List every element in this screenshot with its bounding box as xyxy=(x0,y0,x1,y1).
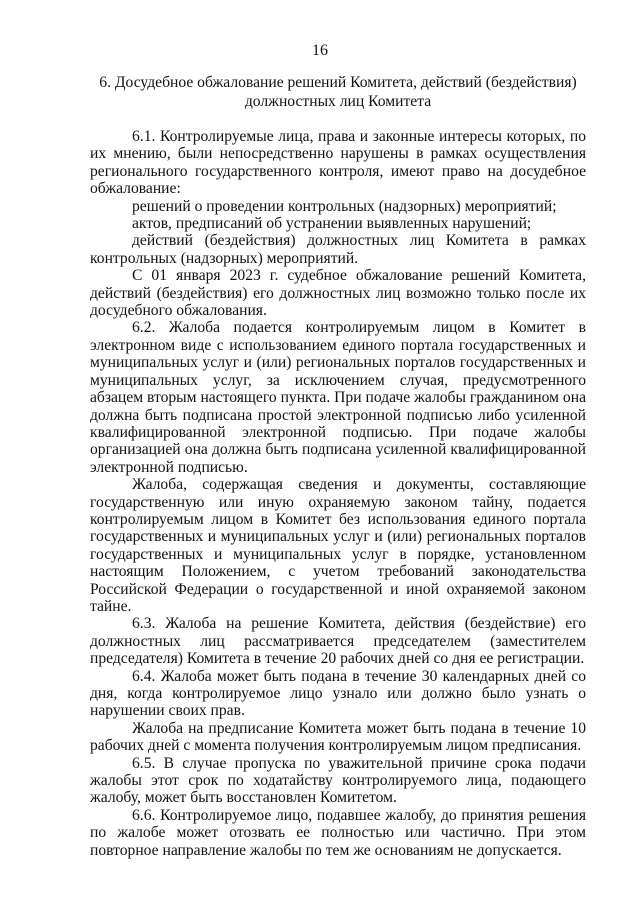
paragraph-6-2: 6.2. Жалоба подается контролируемым лицом в Комитет в электронном виде с использованием единого портала государственных и муниципальных услуг и (или) региональных порталов государственных и муниципальных услуг, за исключением случая, предусмотренного абзацем вторым настоящего пункта. При подаче жалобы гражданином она должна быть подписана простой электронной подписью либо усиленной квалифицированной электронной подписью. При подаче жалобы организацией она должна быть подписана усиленной квалифицированной электронной подписью. xyxy=(90,319,586,476)
paragraph-6-6: 6.6. Контролируемое лицо, подавшее жалобу, до принятия решения по жалобе может отозвать ее полностью или частично. При этом повторное направление жалобы по тем же основаниям не допускается. xyxy=(90,806,586,859)
section-body xyxy=(90,128,586,859)
paragraph-6-3: 6.3. Жалоба на решение Комитета, действия (бездействие) его должностных лиц рассматривается председателем (заместителем председателя) Комитета в течение 20 рабочих дней со дня ее регистрации. xyxy=(90,615,586,668)
page-number: 16 xyxy=(312,42,328,59)
paragraph-court-appeal: С 01 января 2023 г. судебное обжалование решений Комитета, действий (бездействия) его должностных лиц возможно только после их досудебного обжалования. xyxy=(90,267,586,320)
section-title xyxy=(90,73,586,111)
list-item: актов, предписаний об устранении выявленных нарушений; xyxy=(132,215,532,233)
section-title-line-1: 6. Досудебное обжалование решений Комитета, действий (бездействия) xyxy=(99,74,577,91)
paragraph-6-1: 6.1. Контролируемые лица, права и законные интересы которых, по их мнению, были непосредственно нарушены в рамках осуществления регионального государственного контроля, имеют право на досудебное обжалование: xyxy=(90,128,586,198)
list-item: решений о проведении контрольных (надзорных) мероприятий; xyxy=(132,197,557,215)
paragraph-prescription-complaint: Жалоба на предписание Комитета может быть подана в течение 10 рабочих дней с момента получения контролируемым лицом предписания. xyxy=(90,719,586,755)
list-item: действий (бездействия) должностных лиц Комитета в рамках контрольных (надзорных) мероприятий. xyxy=(90,232,586,267)
section-title-line-2: должностных лиц Комитета xyxy=(244,93,432,110)
paragraph-6-5: 6.5. В случае пропуска по уважительной причине срока подачи жалобы этот срок по ходатайству контролируемого лица, подающего жалобу, может быть восстановлен Комитетом. xyxy=(90,754,586,807)
paragraph-secret-complaint: Жалоба, содержащая сведения и документы, составляющие государственную или иную охраняемую законом тайну, подается контролируемым лицом в Комитет без использования единого портала государственных и муниципальных услуг и (или) региональных порталов государственных и муниципальных услуг в порядке, установленном настоящим Положением, с учетом требований законодательства Российской Федерации о государственной и иной охраняемой законом тайне. xyxy=(90,476,586,615)
paragraph-6-4: 6.4. Жалоба может быть подана в течение 30 календарных дней со дня, когда контролируемое лицо узнало или должно было узнать о нарушении своих прав. xyxy=(90,667,586,720)
